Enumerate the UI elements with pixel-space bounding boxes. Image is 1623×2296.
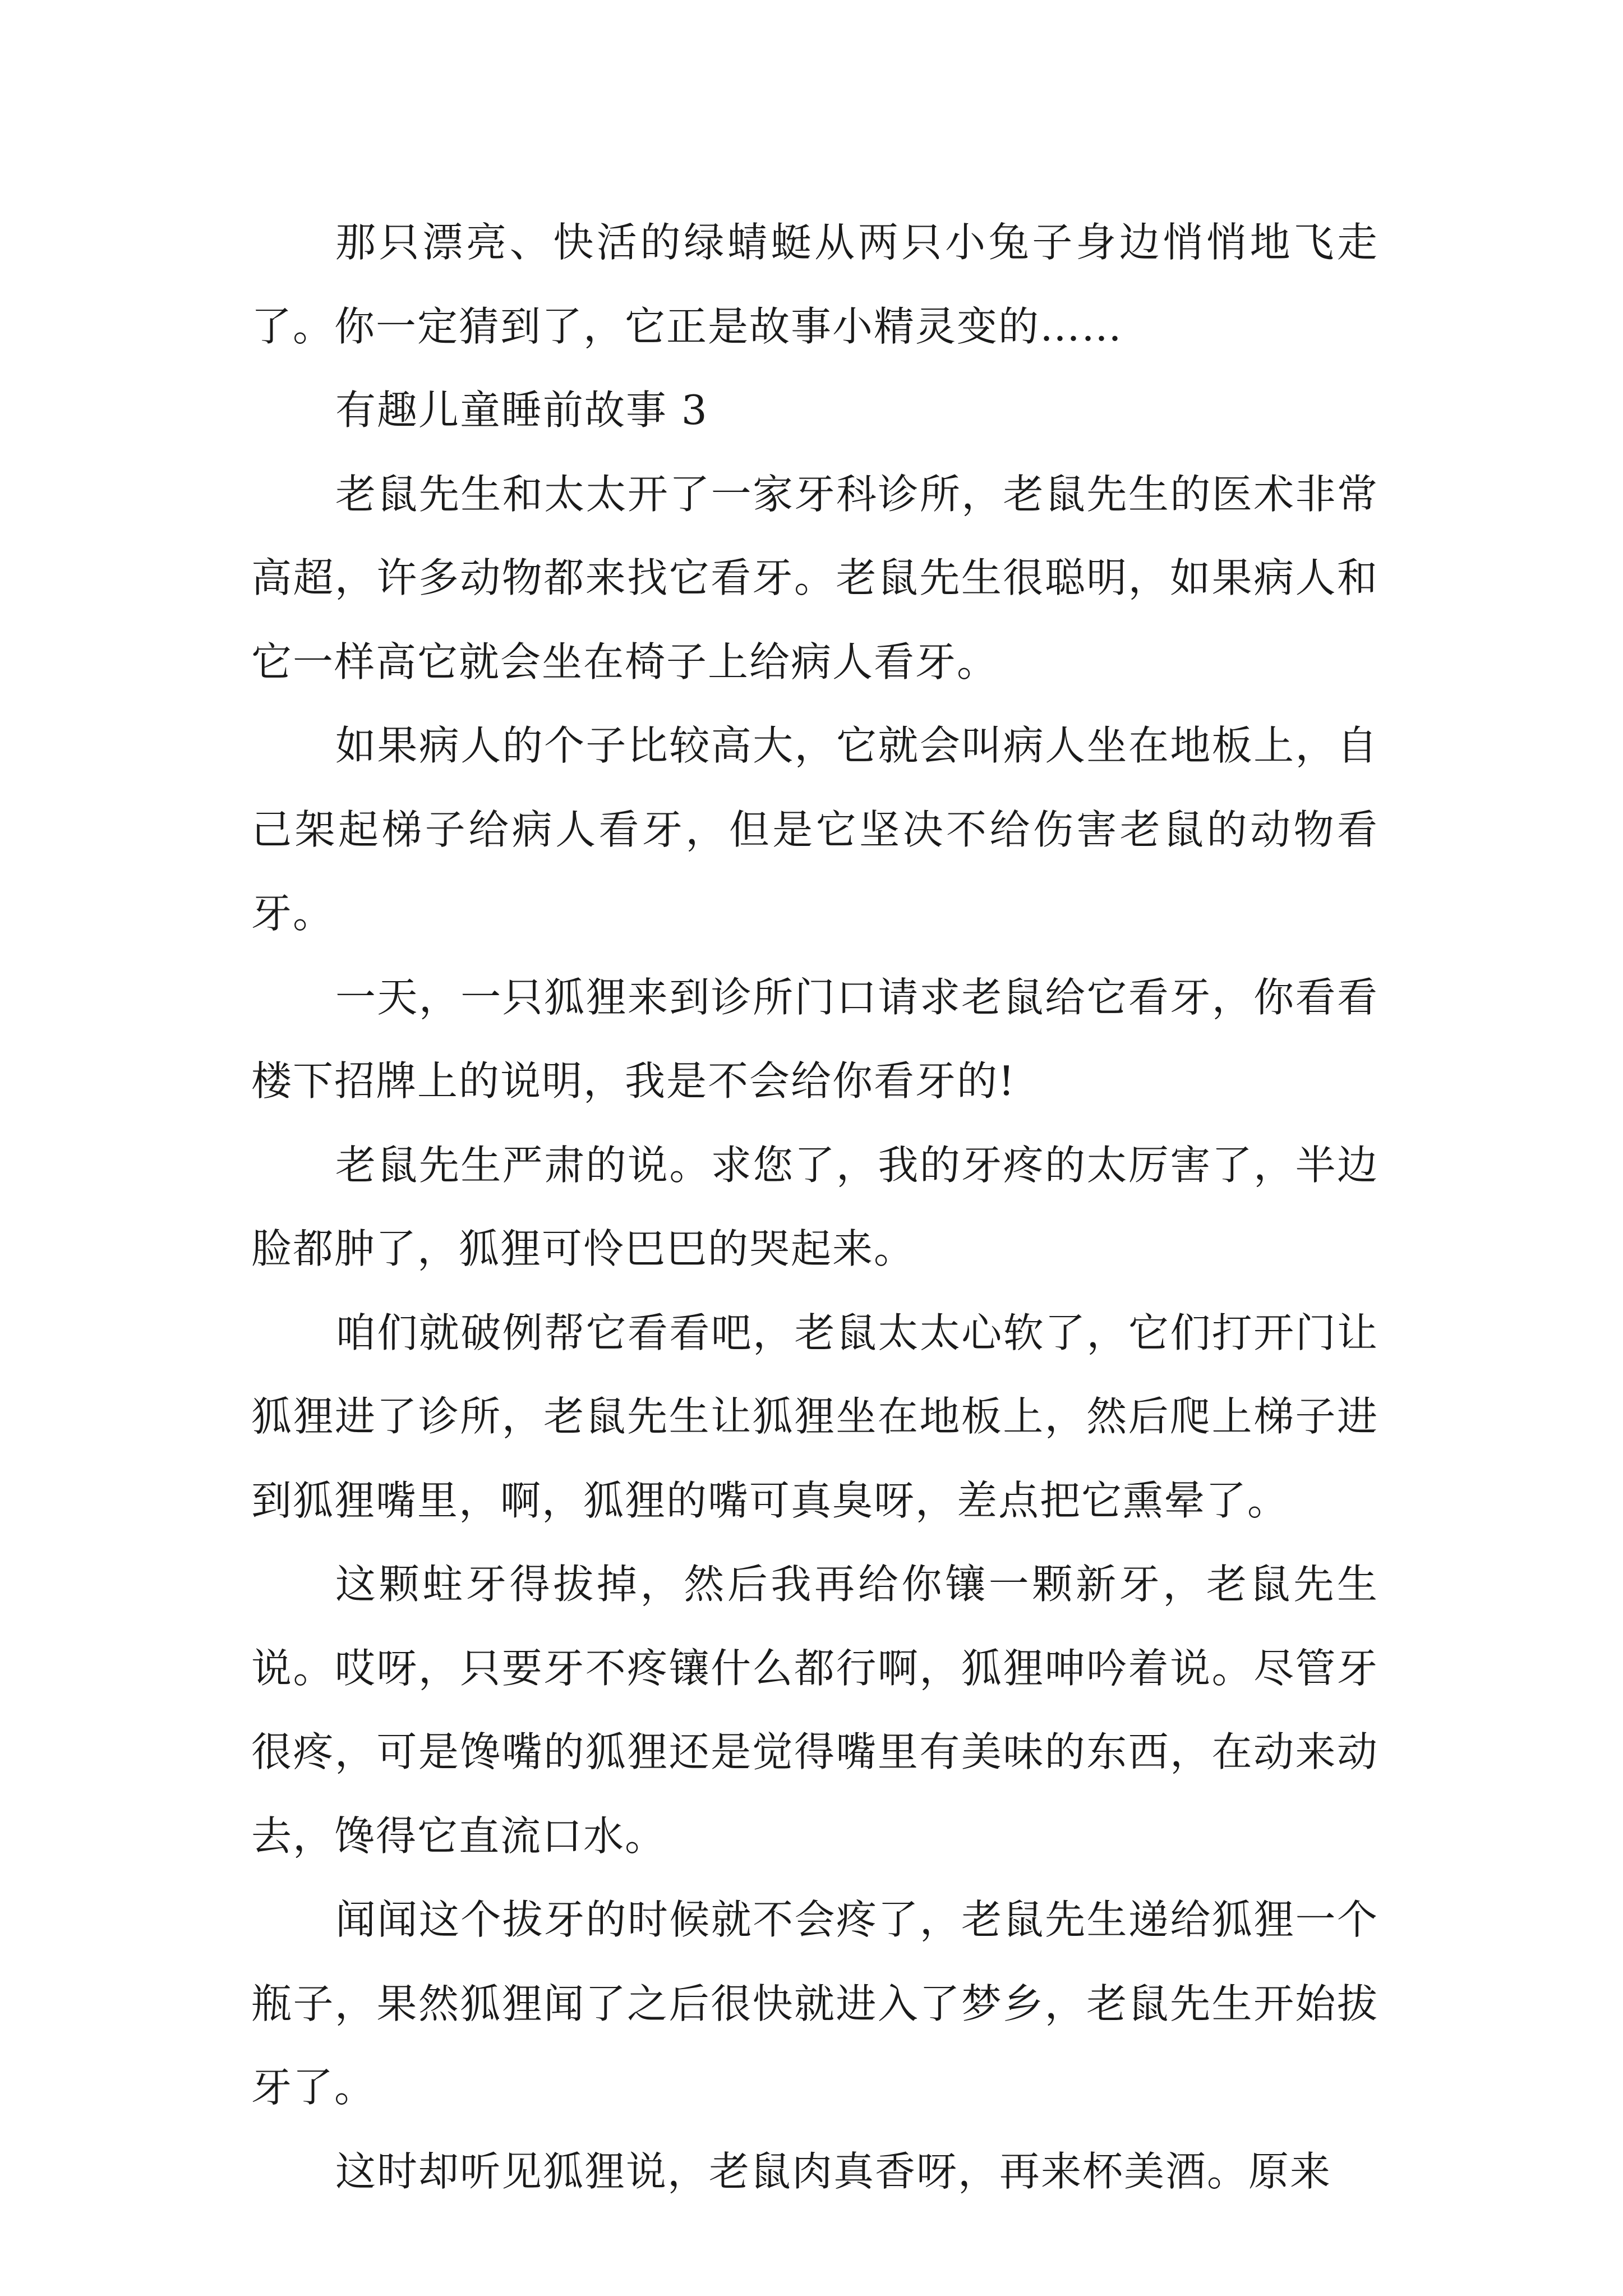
paragraph-anesthetic: 闻闻这个拔牙的时候就不会疼了，老鼠先生递给狐狸一个瓶子，果然狐狸闻了之后很快就进入了梦乡，老鼠先生开始拔牙了。 (251, 1896, 1378, 2111)
paragraph-tooth-extraction: 这颗蛀牙得拔掉，然后我再给你镶一颗新牙，老鼠先生说。哎呀，只要牙不疼镶什么都行啊，狐狸呻吟着说。尽管牙很疼，可是馋嘴的狐狸还是觉得嘴里有美味的东西，在动来动去，馋得它直流口水。 (251, 1561, 1378, 1860)
paragraph-exception: 咱们就破例帮它看看吧，老鼠太太心软了，它们打开门让狐狸进了诊所，老鼠先生让狐狸坐在地板上，然后爬上梯子进到狐狸嘴里，啊，狐狸的嘴可真臭呀，差点把它熏晕了。 (251, 1309, 1378, 1524)
paragraph-fox-pleads: 老鼠先生严肃的说。求您了，我的牙疼的太厉害了，半边脸都肿了，狐狸可怜巴巴的哭起来。 (251, 1141, 1378, 1272)
paragraph-dental-clinic: 老鼠先生和太太开了一家牙科诊所，老鼠先生的医术非常高超，许多动物都来找它看牙。老鼠先生很聪明，如果病人和它一样高它就会坐在椅子上给病人看牙。 (251, 470, 1378, 685)
paragraph-ladder: 如果病人的个子比较高大，它就会叫病人坐在地板上，自己架起梯子给病人看牙，但是它坚决不给伤害老鼠的动物看牙。 (251, 722, 1378, 937)
paragraph-fox-arrives: 一天，一只狐狸来到诊所门口请求老鼠给它看牙，你看看楼下招牌上的说明，我是不会给你看牙的! (251, 973, 1378, 1105)
story-heading: 有趣儿童睡前故事 3 (335, 386, 708, 434)
document-body (251, 201, 1378, 2214)
paragraph-fox-sleeptalk: 这时却听见狐狸说，老鼠肉真香呀，再来杯美酒。原来 (335, 2147, 1332, 2195)
paragraph-dragonfly-ending: 那只漂亮、快活的绿蜻蜓从两只小兔子身边悄悄地飞走了。你一定猜到了，它正是故事小精灵变的…… (251, 219, 1378, 350)
